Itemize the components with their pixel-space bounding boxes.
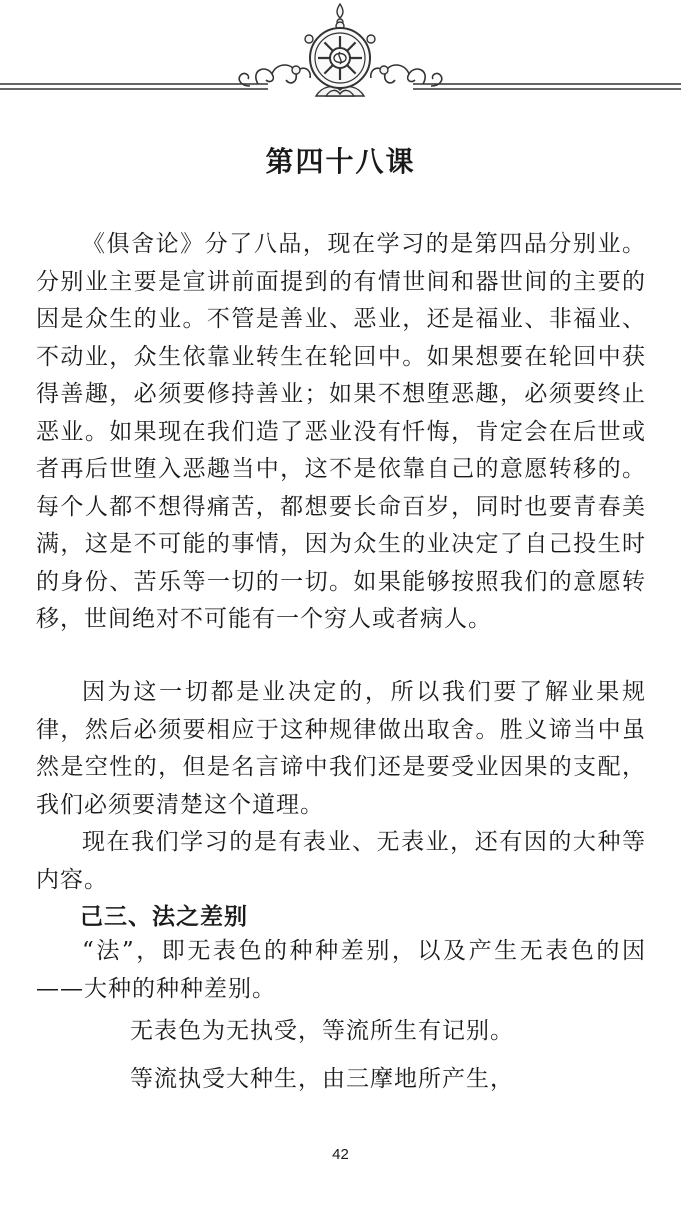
dharma-wheel-icon [0,0,681,110]
page-header-ornament [0,0,681,110]
body-paragraph: 《俱舍论》分了八品，现在学习的是第四品分别业。分别业主要是宣讲前面提到的有情世间和器世间的主要的因是众生的业。不管是善业、恶业，还是福业、非福业、不动业，众生依靠业转生在轮回中。如果想要在轮回中获得善趣，必须要修持善业；如果不想堕恶趣，必须要终止恶业。如果现在我们造了恶业没有忏悔，肯定会在后世或者再后世堕入恶趣当中，这不是依靠自己的意愿转移的。每个人都不想得痛苦，都想要长命百岁，同时也要青春美满，这是不可能的事情，因为众生的业决定了自己投生时的身份、苦乐等一切的一切。如果能够按照我们的意愿转移，世间绝对不可能有一个穷人或者病人。 [36,231,646,632]
section-heading: 己三、法之差别 [80,903,248,930]
lesson-title: 第四十八课 [265,145,416,178]
page-number: 42 [332,1146,349,1163]
body-paragraph: 因为这一切都是业决定的，所以我们要了解业果规律，然后必须要相应于这种规律做出取舍。胜义谛当中虽然是空性的，但是名言谛中我们还是要受业因果的支配，我们必须要清楚这个道理。 [36,679,646,818]
body-paragraph: 现在我们学习的是有表业、无表业，还有因的大种等内容。 [36,829,646,893]
verse-line: 等流执受大种生，由三摩地所产生， [130,1066,514,1092]
section-paragraph: “法”，即无表色的种种差别，以及产生无表色的因——大种的种种差别。 [36,938,646,1002]
verse-line: 无表色为无执受，等流所生有记别。 [130,1018,514,1044]
